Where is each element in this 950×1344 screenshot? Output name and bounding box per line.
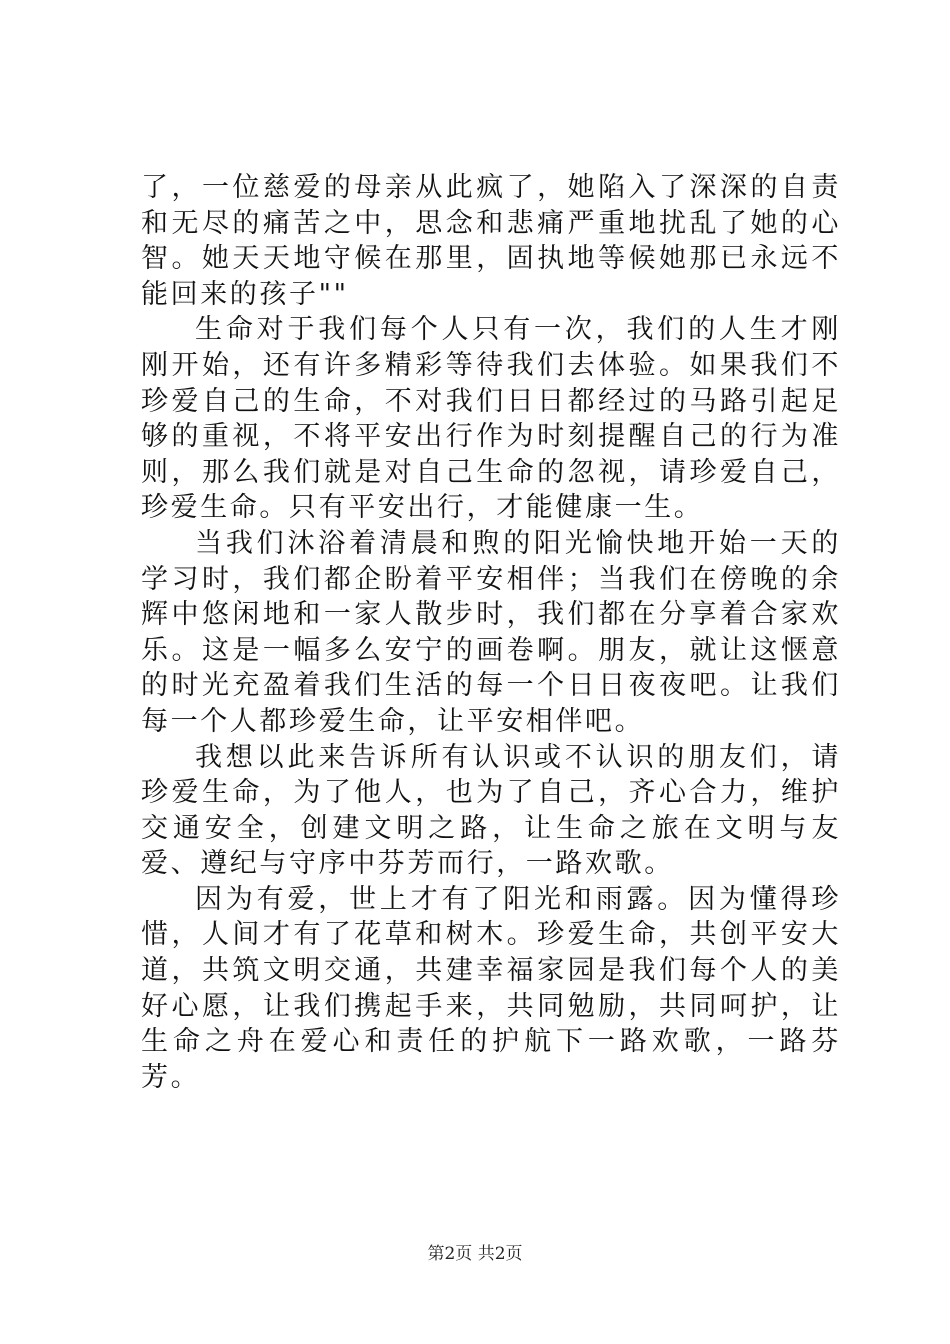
paragraph-3: 当我们沐浴着清晨和煦的阳光愉快地开始一天的学习时，我们都企盼着平安相伴；当我们在傍晚的余辉中悠闲地和一家人散步时，我们都在分享着合家欢乐。这是一幅多么安宁的画卷啊。朋友，就让这惬意的时光充盈着我们生活的每一个日日夜夜吧。让我们每一个人都珍爱生命，让平安相伴吧。 bbox=[141, 527, 841, 737]
paragraph-5: 因为有爱，世上才有了阳光和雨露。因为懂得珍惜，人间才有了花草和树木。珍爱生命，共创平安大道，共筑文明交通，共建幸福家园是我们每个人的美好心愿，让我们携起手来，共同勉励，共同呵护，让生命之舟在爱心和责任的护航下一路欢歌，一路芬芳。 bbox=[141, 883, 841, 1093]
document-body bbox=[141, 170, 841, 1095]
page-footer: 第2页 共2页 bbox=[427, 1244, 523, 1264]
paragraph-2: 生命对于我们每个人只有一次，我们的人生才刚刚开始，还有许多精彩等待我们去体验。如果我们不珍爱自己的生命，不对我们日日都经过的马路引起足够的重视，不将平安出行作为时刻提醒自己的行为准则，那么我们就是对自己生命的忽视，请珍爱自己，珍爱生命。只有平安出行，才能健康一生。 bbox=[141, 314, 841, 524]
paragraph-1: 了，一位慈爱的母亲从此疯了，她陷入了深深的自责和无尽的痛苦之中，思念和悲痛严重地扰乱了她的心智。她天天地守候在那里，固执地等候她那已永远不能回来的孩子"" bbox=[141, 172, 841, 310]
paragraph-4: 我想以此来告诉所有认识或不认识的朋友们，请珍爱生命，为了他人，也为了自己，齐心合力，维护交通安全，创建文明之路，让生命之旅在文明与友爱、遵纪与守序中芬芳而行，一路欢歌。 bbox=[141, 741, 841, 880]
